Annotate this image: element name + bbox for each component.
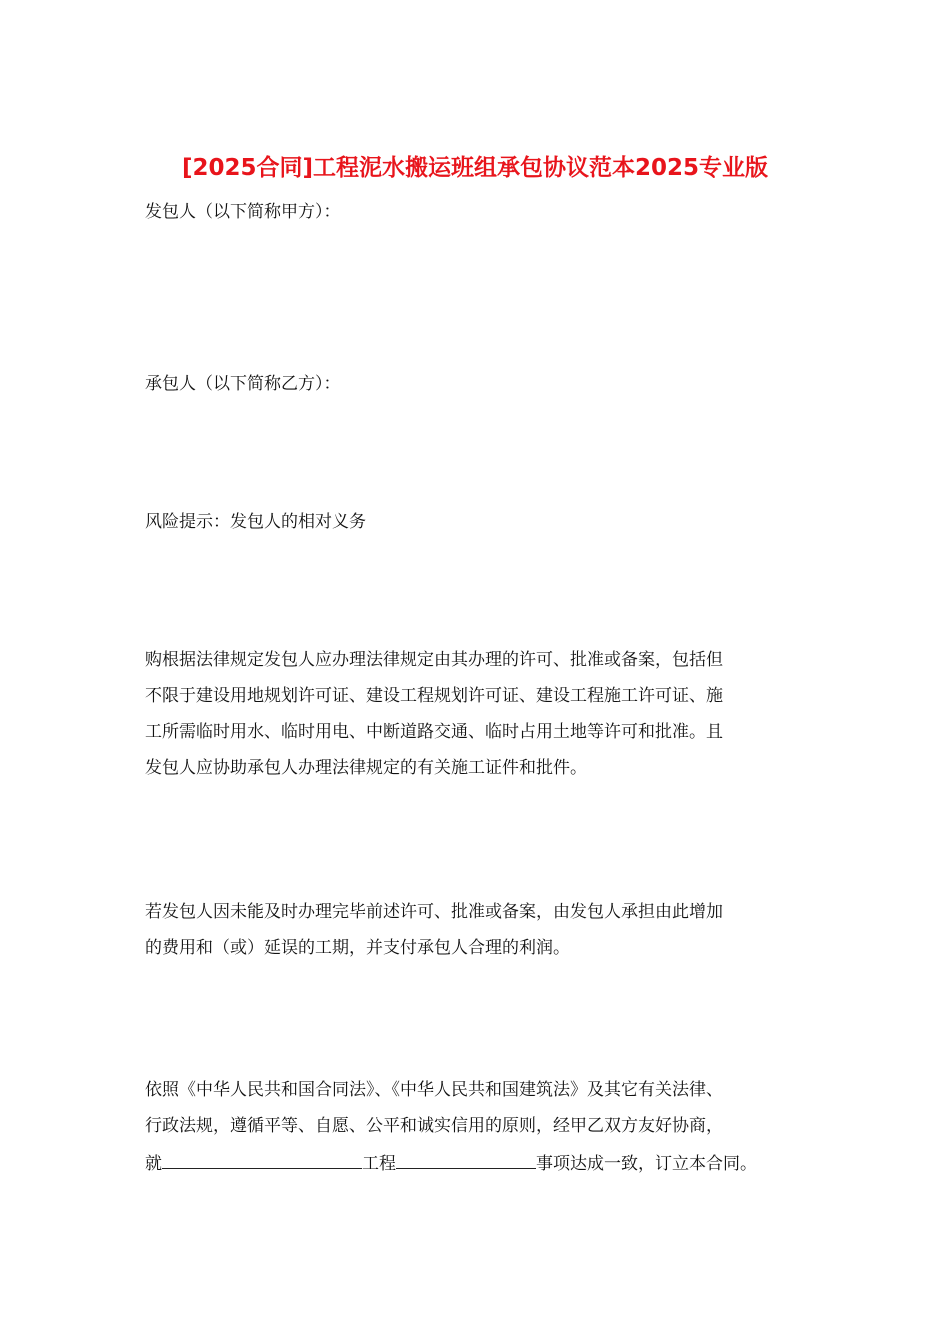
document-title: [2025合同]工程泥水搬运班组承包协议范本2025专业版 [181, 155, 769, 181]
paragraph-legal-basis [145, 1078, 815, 1186]
party-b-label: 承包人（以下简称乙方）： [145, 374, 341, 394]
risk-heading: 风险提示：发包人的相对义务 [145, 512, 366, 532]
project-name-blank[interactable] [162, 1150, 362, 1169]
paragraph-liability [145, 900, 815, 972]
paragraph-line: 若发包人因未能及时办理完毕前述许可、批准或备案，由发包人承担由此增加 [145, 902, 723, 922]
paragraph-line: 购根据法律规定发包人应办理法律规定由其办理的许可、批准或备案，包括但 [145, 650, 723, 670]
blank-prefix-text: 就 [145, 1154, 162, 1174]
paragraph-line: 的费用和（或）延误的工期，并支付承包人合理的利润。 [145, 938, 570, 958]
paragraph-line: 依照《中华人民共和国合同法》、《中华人民共和国建筑法》及其它有关法律、 [145, 1080, 723, 1100]
party-a-label: 发包人（以下简称甲方）： [145, 202, 341, 222]
paragraph-permits [145, 648, 815, 792]
paragraph-line: 不限于建设用地规划许可证、建设工程规划许可证、建设工程施工许可证、施 [145, 686, 723, 706]
blank-middle-text: 工程 [362, 1154, 396, 1174]
project-detail-blank[interactable] [396, 1150, 536, 1169]
paragraph-line-with-blanks [145, 1150, 815, 1186]
paragraph-line: 工所需临时用水、临时用电、中断道路交通、临时占用土地等许可和批准。且 [145, 722, 723, 742]
paragraph-line: 行政法规，遵循平等、自愿、公平和诚实信用的原则，经甲乙双方友好协商， [145, 1116, 723, 1136]
blank-suffix-text: 事项达成一致，订立本合同。 [536, 1154, 757, 1174]
paragraph-line: 发包人应协助承包人办理法律规定的有关施工证件和批件。 [145, 758, 587, 778]
